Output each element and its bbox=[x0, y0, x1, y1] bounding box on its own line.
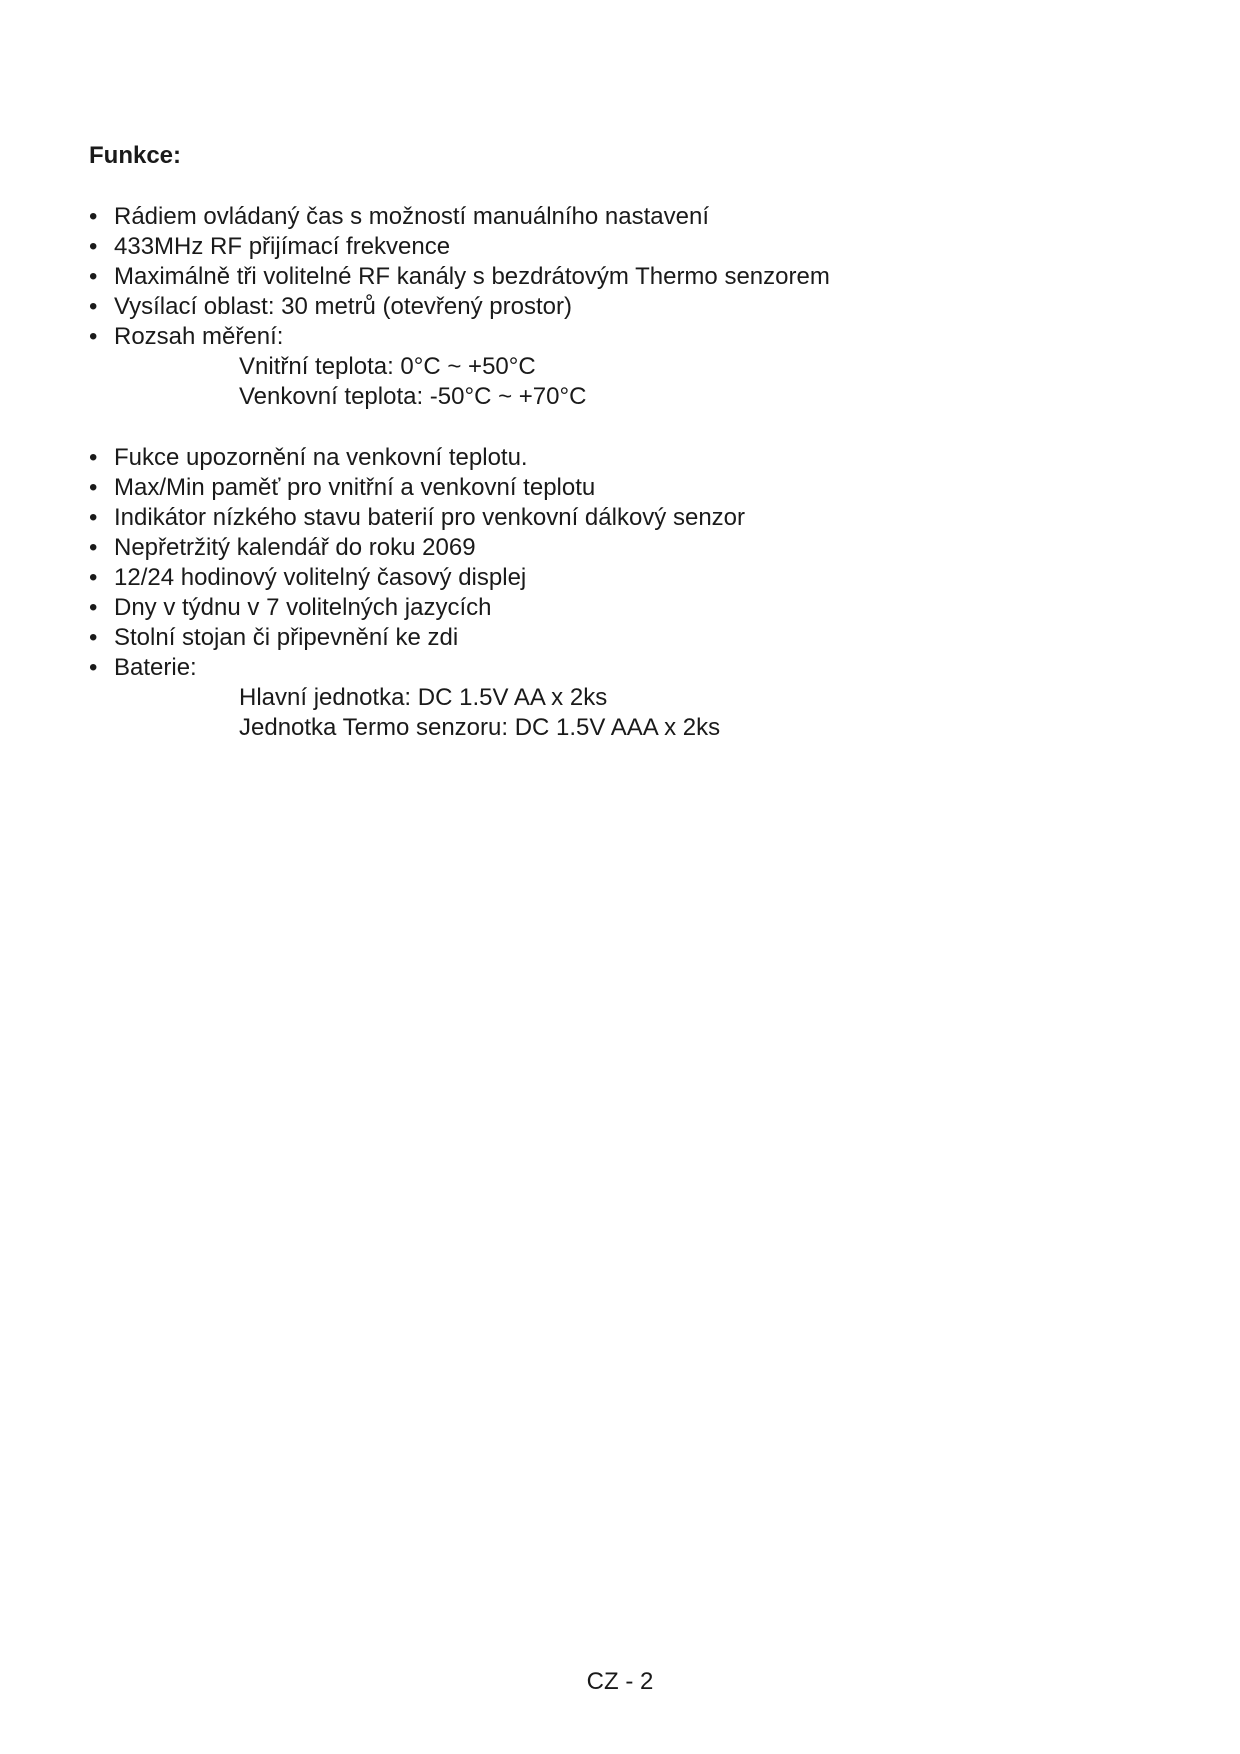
feature-list-1 bbox=[89, 202, 1149, 412]
list-item bbox=[89, 503, 1149, 533]
list-item-text: Baterie: bbox=[114, 654, 197, 681]
sub-item bbox=[89, 352, 1149, 382]
sub-item bbox=[89, 713, 1149, 743]
list-item bbox=[89, 262, 1149, 292]
list-item-text: Dny v týdnu v 7 volitelných jazycích bbox=[114, 594, 492, 621]
page-number: CZ - 2 bbox=[586, 1668, 654, 1695]
list-item bbox=[89, 232, 1149, 262]
list-item bbox=[89, 473, 1149, 503]
bullet: • bbox=[89, 203, 98, 230]
list-item-text: Stolní stojan či připevnění ke zdi bbox=[114, 624, 459, 651]
list-item bbox=[89, 322, 1149, 352]
list-item bbox=[89, 443, 1149, 473]
sub-item bbox=[89, 382, 1149, 412]
list-item-text: Fukce upozornění na venkovní teplotu. bbox=[114, 444, 528, 471]
list-item bbox=[89, 593, 1149, 623]
list-item-text: 433MHz RF přijímací frekvence bbox=[114, 233, 451, 260]
bullet: • bbox=[89, 323, 98, 350]
sub-item-text: Vnitřní teplota: 0°C ~ +50°C bbox=[239, 353, 536, 380]
sub-item bbox=[89, 683, 1149, 713]
bullet: • bbox=[89, 293, 98, 320]
list-item-text: Rozsah měření: bbox=[114, 323, 284, 350]
section-heading: Funkce: bbox=[89, 142, 182, 169]
list-item bbox=[89, 563, 1149, 593]
list-item bbox=[89, 202, 1149, 232]
list-item bbox=[89, 653, 1149, 683]
bullet: • bbox=[89, 474, 98, 501]
list-item bbox=[89, 623, 1149, 653]
bullet: • bbox=[89, 594, 98, 621]
list-item-text: Indikátor nízkého stavu baterií pro venkovní dálkový senzor bbox=[114, 504, 746, 531]
bullet: • bbox=[89, 534, 98, 561]
bullet: • bbox=[89, 624, 98, 651]
bullet: • bbox=[89, 233, 98, 260]
sub-item-text: Hlavní jednotka: DC 1.5V AA x 2ks bbox=[239, 684, 608, 711]
list-item-text: Vysílací oblast: 30 metrů (otevřený prostor) bbox=[114, 293, 572, 320]
list-item-text: Nepřetržitý kalendář do roku 2069 bbox=[114, 534, 476, 561]
bullet: • bbox=[89, 564, 98, 591]
bullet: • bbox=[89, 504, 98, 531]
list-item bbox=[89, 292, 1149, 322]
list-item-text: Rádiem ovládaný čas s možností manuálního nastavení bbox=[114, 203, 709, 230]
sub-item-text: Jednotka Termo senzoru: DC 1.5V AAA x 2ks bbox=[239, 714, 721, 741]
list-item-text: Maximálně tři volitelné RF kanály s bezdrátovým Thermo senzorem bbox=[114, 263, 830, 290]
bullet: • bbox=[89, 444, 98, 471]
list-item bbox=[89, 533, 1149, 563]
feature-list-2 bbox=[89, 443, 1149, 743]
list-item-text: 12/24 hodinový volitelný časový displej bbox=[114, 564, 527, 591]
bullet: • bbox=[89, 263, 98, 290]
list-item-text: Max/Min paměť pro vnitřní a venkovní teplotu bbox=[114, 474, 596, 501]
bullet: • bbox=[89, 654, 98, 681]
sub-item-text: Venkovní teplota: -50°C ~ +70°C bbox=[239, 383, 587, 410]
